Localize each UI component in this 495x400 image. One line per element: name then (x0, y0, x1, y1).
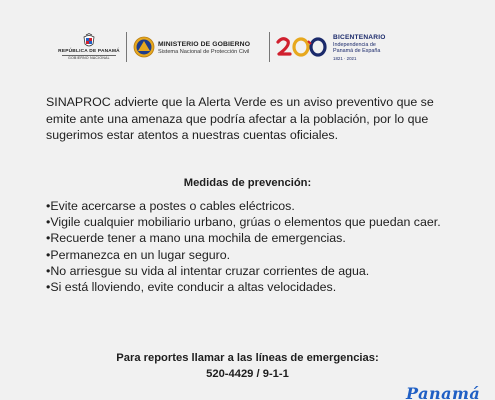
civil-protection-emblem-icon (133, 34, 155, 60)
list-item: •Recuerde tener a mano una mochila de emergencias. (46, 231, 346, 246)
emergency-report-block (0, 350, 495, 382)
logo-header (0, 30, 495, 70)
intro-paragraph: SINAPROC advierte que la Alerta Verde es un aviso preventivo que se emite ante una amenaza que podría afectar a la población, por lo que sugerimos estar atentos a nuestras cuentas oficiales. (46, 95, 434, 142)
divider (269, 32, 270, 62)
panama-logo-title: REPÚBLICA DE PANAMÁ (58, 49, 120, 54)
coat-of-arms-icon (81, 33, 97, 49)
list-item: •Vigile cualquier mobiliario urbano, grúas o elementos que puedan caer. (46, 215, 441, 230)
panama-brand-logo: Panamá (406, 384, 481, 400)
mingob-sinaproc-logo (133, 33, 263, 63)
list-item: •Permanezca en un lugar seguro. (46, 247, 231, 262)
bicentenario-title: BICENTENARIO (333, 34, 386, 41)
panama-government-logo (56, 33, 122, 63)
divider (126, 32, 127, 62)
bicentenario-logo (275, 31, 415, 65)
mingob-title: MINISTERIO DE GOBIERNO (158, 41, 251, 48)
emergency-phone-numbers: 520-4429 / 9-1-1 (206, 368, 289, 380)
measures-heading: Medidas de prevención: (183, 177, 312, 189)
list-item: •Evite acercarse a postes o cables eléctricos. (46, 199, 295, 213)
list-item: •No arriesgue su vida al intentar cruzar corrientes de agua. (46, 263, 370, 278)
list-item: •Si está lloviendo, evite conducir a altas velocidades. (46, 280, 337, 295)
bicentenario-line-2: Independencia de (333, 42, 376, 48)
panama-logo-subtitle: GOBIERNO NACIONAL (62, 55, 116, 61)
measures-list (46, 198, 466, 295)
bicentenario-years: 1821 · 2021 (333, 55, 357, 61)
bicentenario-200-icon (275, 35, 331, 59)
bicentenario-line-3: Panamá de España (333, 48, 381, 55)
report-instruction: Para reportes llamar a las líneas de emergencias: (116, 352, 379, 364)
mingob-subtitle: Sistema Nacional de Protección Civil (158, 49, 250, 55)
